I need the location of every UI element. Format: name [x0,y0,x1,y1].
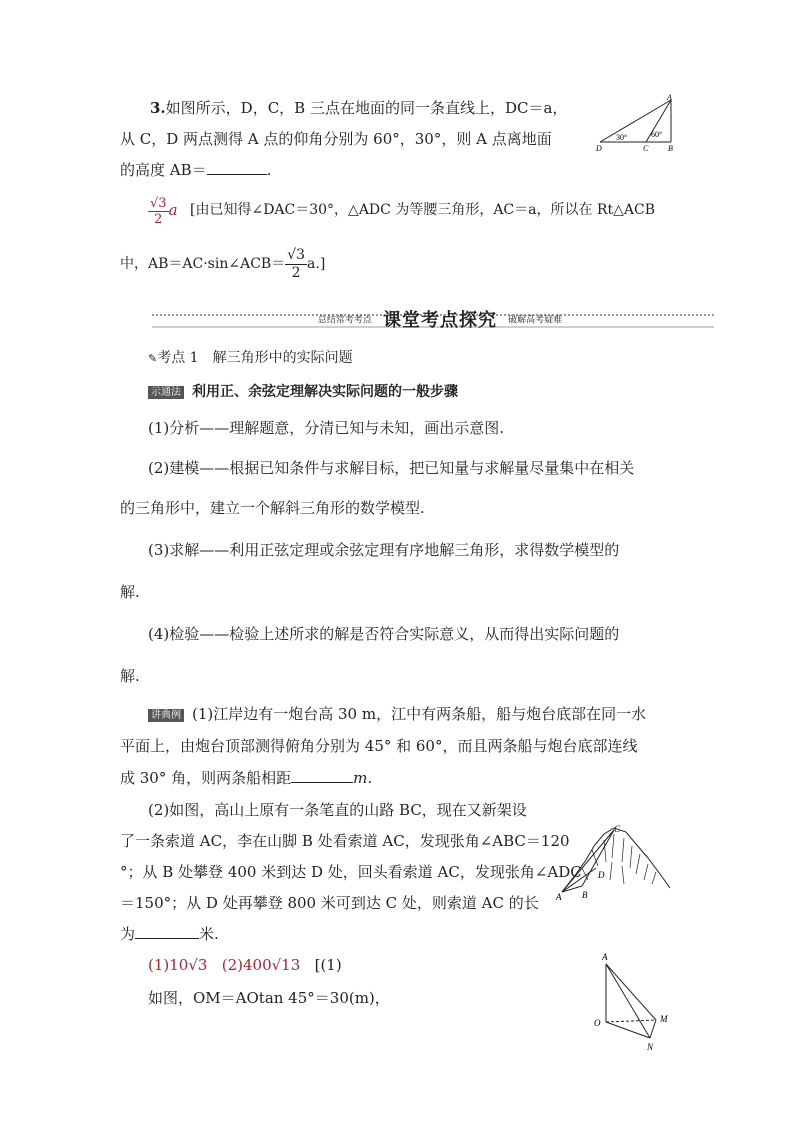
q3-fig-label-b: B [668,144,673,153]
kp1-step3b: 解. [120,583,140,601]
section-banner: 总结常考考点 课堂考点探究 破解高考疑难 [317,310,563,331]
tower-figure [590,950,680,1058]
kp1-step3a: (3)求解——利用正弦定理或余弦定理有序地解三角形，求得数学模型的 [148,541,620,559]
q3-line3: 的高度 AB＝ . [120,161,272,179]
q3-line1: 3.如图所示，D，C，B 三点在地面的同一条直线上，DC＝a， [150,99,568,117]
banner-title: 课堂考点探究 [383,310,497,331]
q3-fig-label-d: D [596,144,602,153]
mountain-label-b: B [582,890,588,900]
example-answers: (1)10√3 (2)400√13 [(1) [148,956,342,974]
tower-label-a: A [602,952,608,962]
example-p2a: (2)如图，高山上原有一条笔直的山路 BC，现在又新架设 [148,801,527,819]
q3-fig-angle-60: 60° [651,130,663,139]
tower-label-m: M [660,1014,668,1024]
example-p2e: 为 米. [120,925,219,943]
method-tag: 示通法 [148,386,184,399]
kp1-step4a: (4)检验——检验上述所求的解是否符合实际意义，从而得出实际问题的 [148,625,620,643]
q3-explanation-2: 中，AB＝AC·sin∠ACB＝ $\frac{√3}{2}$ a.] [120,246,326,281]
q3-answer: $\frac{√3}{2}$ a [150,195,178,227]
q3-fig-angle-30: 30° [616,133,628,142]
q3-number: 3. [150,99,166,117]
mountain-label-a: A [556,892,562,902]
example-blank-2 [135,924,199,939]
q3-fig-label-c: C [643,144,649,153]
tower-label-n: N [647,1042,654,1052]
example-tag: 讲典例 [148,709,184,722]
example-p2c: °；从 B 处攀登 400 米到达 D 处，回头看索道 AC，发现张角∠ADC [120,863,582,881]
q3-answer-blank [207,160,267,175]
mountain-label-c: C [614,824,621,834]
example-p1c: 成 30° 角，则两条船相距 m. [120,769,373,787]
q3-triangle-figure [592,92,682,154]
q3-fig-label-a: A [667,93,672,102]
kp1-step4b: 解. [120,667,140,685]
q3-line2: 从 C，D 两点测得 A 点的仰角分别为 60°，30°，则 A 点离地面 [120,130,552,148]
example-p2b: 了一条索道 AC，李在山脚 B 处看索道 AC，发现张角∠ABC＝120 [120,832,570,850]
q3-explanation-1: [由已知得∠DAC＝30°，△ADC 为等腰三角形，AC＝a，所以在 Rt△ACB [190,202,655,218]
mountain-figure [552,822,678,906]
example-blank-1 [291,768,353,783]
example-p2d: ＝150°；从 D 处再攀登 800 米可到达 C 处，则索道 AC 的长 [120,894,539,912]
kp1-heading: 示通法 利用正、余弦定理解决实际问题的一般步骤 [148,382,458,402]
kp1-step2b: 的三角形中，建立一个解斜三角形的数学模型. [120,499,425,517]
example-p1a: 讲典例 (1)江岸边有一炮台高 30 m，江中有两条船，船与炮台底部在同一水 [148,704,646,724]
pen-icon: ✎ [148,352,158,365]
example-solution-1: 如图，OM＝AOtan 45°＝30(m)， [148,989,390,1007]
kp1-step2a: (2)建模——根据已知条件与求解目标，把已知量与求解量尽量集中在相关 [148,459,635,477]
kp1-step1: (1)分析——理解题意，分清已知与未知，画出示意图. [148,419,505,437]
mountain-label-d: D [598,870,605,880]
tower-label-o: O [594,1018,601,1028]
example-p1b: 平面上，由炮台顶部测得俯角分别为 45° 和 60°，而且两条船与炮台底部连线 [120,737,638,755]
kp1-title: ✎考点 1 解三角形中的实际问题 [148,350,353,366]
